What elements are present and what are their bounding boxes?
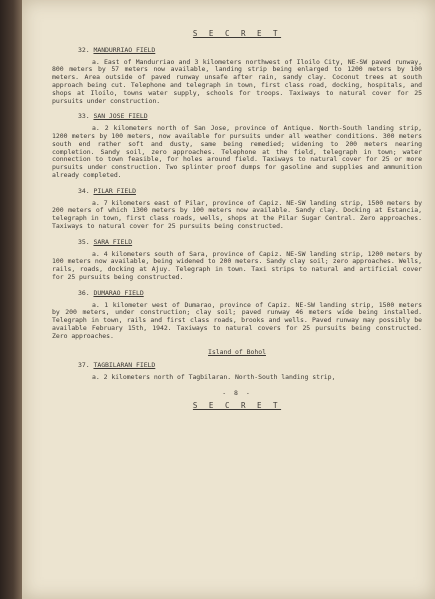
section-text: a. 1 kilometer west of Dumarao, province of Capiz. NE-SW landing strip, 1500 meters by 200 meters, under construction; clay soil; paved runway 46 meters wide being installed. Telegraph in town, rails and first class roads, brooks and wells. Paved runway may possibly be available February 15th, 1942. Taxiways to natural covers for 25 pursuits being constructed. Zero approaches. xyxy=(52,300,422,340)
section-number: 33. xyxy=(78,112,90,121)
section-text: a. East of Mandurriao and 3 kilometers northwest of Iloilo City, NE-SW paved runway, 800 meters by 57 meters now available, landing strip being enlarged to 1200 meters by 100 meters. Area outside of paved runway unsafe after rain, sandy clay. Coconut trees at south approach being cut. Telephone and telegraph in town, first class road, docking, hospitals, and shops at Iloilo, towns water supply, schools for troops. Taxiways to natural cover for 25 pursuits under construction. xyxy=(52,57,422,105)
section-34 xyxy=(52,188,422,231)
section-32 xyxy=(52,47,422,106)
section-title: MANDURRIAO FIELD xyxy=(93,45,156,54)
section-title: SARA FIELD xyxy=(93,237,133,246)
binding-edge xyxy=(0,0,22,599)
section-36 xyxy=(52,290,422,341)
section-title: SAN JOSE FIELD xyxy=(93,112,148,121)
section-number: 36. xyxy=(78,288,90,297)
section-title: DUMARAO FIELD xyxy=(93,288,144,297)
document-page xyxy=(22,0,435,599)
section-33 xyxy=(52,113,422,179)
island-heading: Island of Bohol xyxy=(208,347,266,356)
section-35 xyxy=(52,239,422,282)
page-number: - 8 - xyxy=(222,388,252,397)
section-text: a. 7 kilometers east of Pilar, province of Capiz. NE-SW landing strip, 1500 meters by 200 meters of which 1300 meters by 100 meters now available. Sandy clay. Docking at Estancia, telegraph in town, first class roads, wells, shops at the Pilar Sugar Central. Zero approaches. Taxiways to natural cover for 25 pursuits being constructed. xyxy=(52,198,422,230)
section-number: 32. xyxy=(78,45,90,54)
section-title: PILAR FIELD xyxy=(93,186,136,195)
section-text: a. 2 kilometers north of Tagbilaran. North-South landing strip, xyxy=(92,373,336,382)
section-text: a. 2 kilometers north of San Jose, province of Antique. North-South landing strip, 1200 meters by 100 meters, now available for pursuits under all weather conditions. 300 meters south end rather soft and dusty, same being remedied; widening to 200 meters nearing completion. Sandy soil, zero approaches. Telephone at the field, telegraph in town; water connection to town feasible, for holes around field. Taxiways to natural cover for 25 or more pursuits under construction. Two splinter proof dumps for gasoline and supplies and ammunition already completed. xyxy=(52,124,422,179)
section-number: 34. xyxy=(78,186,90,195)
page-body xyxy=(52,24,422,409)
section-37 xyxy=(52,362,422,382)
classification-header: S E C R E T xyxy=(192,29,282,38)
section-number: 35. xyxy=(78,237,90,246)
section-text: a. 4 kilometers south of Sara, province of Capiz. NE-SW landing strip, 1200 meters by 100 meters now available, being widened to 200 meters. Sandy clay soil; zero approaches. Wells, rails, roads, docking at Ajuy. Telegraph in town. Taxi strips to natural and artificial cover for 25 pursuits being constructed. xyxy=(52,249,422,281)
section-number: 37. xyxy=(78,361,90,370)
section-title: TAGBILARAN FIELD xyxy=(93,361,156,370)
classification-footer: S E C R E T xyxy=(192,400,282,410)
